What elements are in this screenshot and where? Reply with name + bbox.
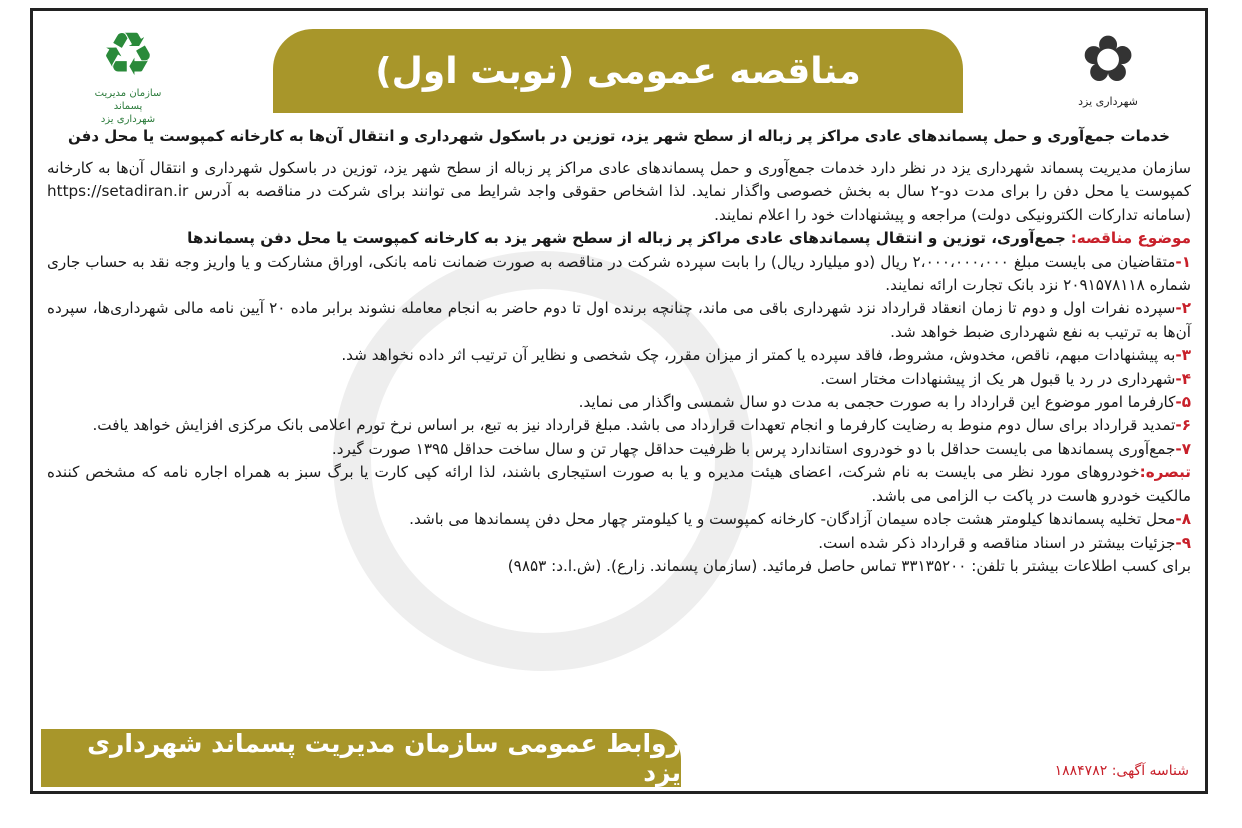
municipality-logo <box>1063 25 1153 125</box>
item-text: جمع‌آوری پسماندها می بایست حداقل با دو خودروی استاندارد پرس با ظرفیت حداقل چهار تن و سال ساخت حداقل ۱۳۹۵ صورت گیرد. <box>331 439 1176 458</box>
list-item <box>47 438 1191 461</box>
item-text: شهرداری در رد یا قبول هر یک از پیشنهادات مختار است. <box>820 369 1176 388</box>
item-text: سپرده نفرات اول و دوم تا زمان انعقاد قرارداد نزد شهرداری باقی می ماند، چنانچه برنده اول تا دوم حاضر به انجام معامله نشوند برابر ماده ۲۰ آیین نامه مالی شهرداری‌ها، سپرده آن‌ها به ترتیب به نفع شهرداری ضبط خواهد شد. <box>47 299 1191 341</box>
waste-management-logo <box>83 20 173 127</box>
footer-text: روابط عمومی سازمان مدیریت پسماند شهرداری یزد <box>87 729 681 787</box>
ad-id-label: شناسه آگهی: <box>1111 763 1189 779</box>
subject-text: جمع‌آوری، توزین و انتقال پسماندهای عادی مراکز پر زباله از سطح شهر یزد به کارخانه کمپوست یا محل دفن پسماندها <box>187 229 1066 248</box>
subtitle: خدمات جمع‌آوری و حمل پسماندهای عادی مراکز پر زباله از سطح شهر یزد، توزین در باسکول شهرداری و انتقال آن‌ها به کارخانه کمپوست یا محل دفن <box>68 127 1170 145</box>
ad-id <box>1055 763 1189 779</box>
recycle-icon: ♻ <box>101 20 155 90</box>
item-text: تمدید قرارداد برای سال دوم منوط به رضایت کارفرما و انجام تعهدات قرارداد می باشد. مبلغ قرارداد نیز به تبع، بر اساس نرخ تورم اعلامی بانک مرکزی افزایش خواهد یافت. <box>92 416 1176 435</box>
ad-id-value: ۱۸۸۴۷۸۲ <box>1054 763 1108 779</box>
list-item <box>47 251 1191 298</box>
title-banner <box>273 29 963 113</box>
logo-right-caption: شهرداری یزد <box>1078 95 1138 108</box>
list-item <box>47 368 1191 391</box>
subject-line <box>47 227 1191 250</box>
yazd-municipality-logo-icon: ✿ <box>1081 23 1135 97</box>
contact-line: برای کسب اطلاعات بیشتر با تلفن: ۳۳۱۳۵۲۰۰ تماس حاصل فرمائید. (سازمان پسماند. زارع). (ش.ا.د: ۹۸۵۳) <box>507 556 1191 575</box>
subject-label: موضوع مناقصه: <box>1070 229 1191 248</box>
item-text: کارفرما امور موضوع این قرارداد را به صورت حجمی به مدت دو سال شمسی واگذار می نماید. <box>578 393 1176 412</box>
list-item <box>47 297 1191 344</box>
item-text: به پیشنهادات مبهم، ناقص، مخدوش، مشروط، فاقد سپرده یا کمتر از میزان مقرر، چک شخصی و نظایر آن ترتیب اثر داده نخواهد شد. <box>341 346 1176 365</box>
page-title: مناقصه عمومی (نوبت اول) <box>375 50 861 92</box>
item-number: ۶- <box>1175 416 1191 435</box>
notice-frame <box>30 8 1208 794</box>
footer-banner <box>41 729 681 787</box>
list-item <box>47 508 1191 531</box>
item-number: ۴- <box>1175 369 1191 388</box>
intro-paragraph: سازمان مدیریت پسماند شهرداری یزد در نظر دارد خدمات جمع‌آوری و حمل پسماندهای عادی مراکز پر زباله از سطح شهر یزد، توزین در باسکول شهرداری و انتقال آن‌ها به کارخانه کمپوست یا محل دفن را برای مدت دو-۲ سال به بخش خصوصی واگذار نماید. لذا اشخاص حقوقی واجد شرایط می توانند برای شرکت در مناقصه به آدرس https://setadiran.ir (سامانه تدارکات الکترونیکی دولت) مراجعه و پیشنهادات خود را اعلام نمایند. <box>47 159 1191 224</box>
item-number: ۲- <box>1175 299 1191 318</box>
item-number: ۱- <box>1175 252 1191 271</box>
item-number: ۹- <box>1175 533 1191 552</box>
notice-body <box>47 157 1191 578</box>
note-paragraph <box>47 461 1191 508</box>
list-item <box>47 414 1191 437</box>
item-number: ۳- <box>1175 346 1191 365</box>
item-text: متقاضیان می بایست مبلغ ۲،۰۰۰،۰۰۰،۰۰۰ ریال (دو میلیارد ریال) را بابت سپرده شرکت در مناقصه به صورت ضمانت نامه بانکی، اوراق مشارکت و یا واریز وجه نقد به حساب جاری شماره ۲۰۹۱۵۷۸۱۱۸ نزد بانک تجارت ارائه نمایند. <box>47 252 1191 295</box>
item-text: محل تخلیه پسماندها کیلومتر هشت جاده سیمان آزادگان- کارخانه کمپوست و یا کیلومتر چهار محل دفن پسماندها می باشد. <box>409 510 1176 529</box>
logo-left-caption2: شهرداری یزد <box>100 114 156 125</box>
item-number: ۷- <box>1175 439 1191 458</box>
logo-left-caption: سازمان مدیریت پسماند <box>94 88 162 112</box>
list-item <box>47 532 1191 555</box>
note-text: خودروهای مورد نظر می بایست به نام شرکت، اعضای هیئت مدیره و یا به صورت استیجاری باشند، لذا ارائه کپی کارت یا برگ سبز به همراه اجاره نامه که مشخص کننده مالکیت خودرو هاست در پاکت ب الزامی می باشد. <box>47 463 1191 505</box>
item-number: ۸- <box>1175 510 1191 529</box>
note-label: تبصره: <box>1139 463 1191 482</box>
item-text: جزئیات بیشتر در اسناد مناقصه و قرارداد ذکر شده است. <box>818 533 1176 552</box>
item-number: ۵- <box>1175 393 1191 412</box>
list-item <box>47 391 1191 414</box>
list-item <box>47 344 1191 367</box>
